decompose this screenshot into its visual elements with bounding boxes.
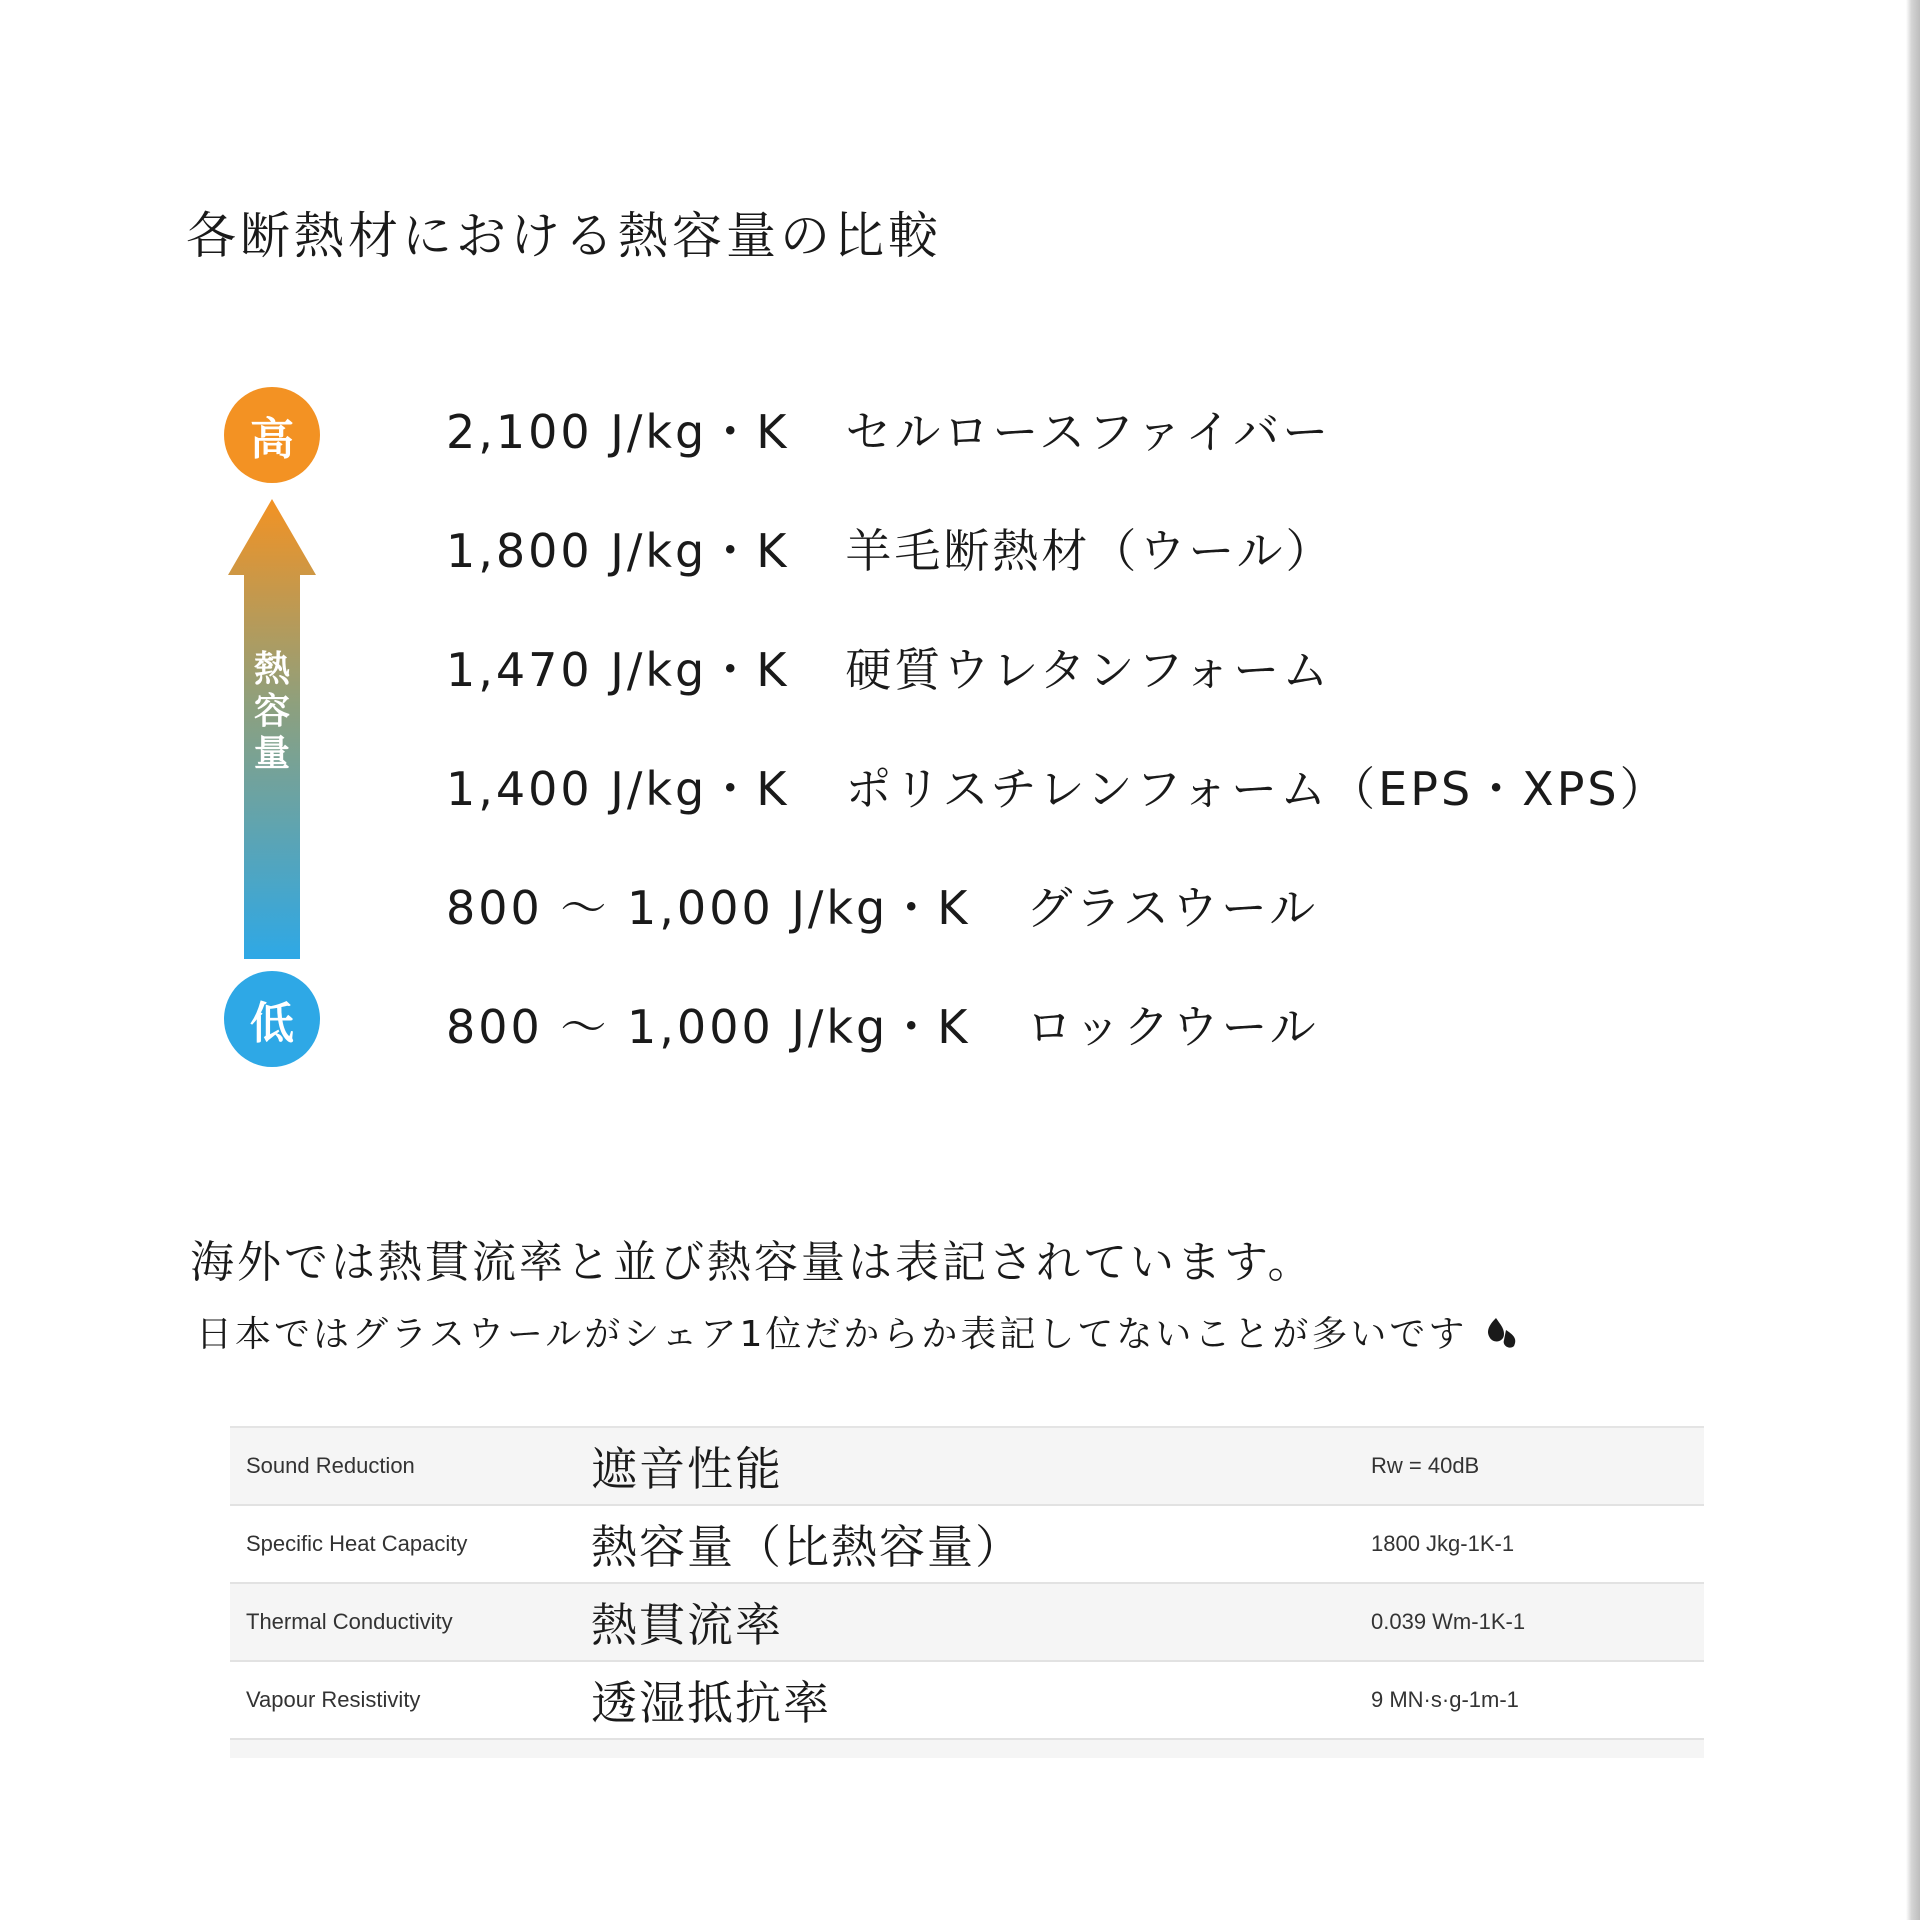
material-name: グラスウール bbox=[1026, 881, 1319, 935]
table-row bbox=[230, 1506, 1704, 1584]
material-value: 2,100 J/kg・K bbox=[446, 405, 790, 459]
scale-axis-label: 熱容量 bbox=[253, 649, 290, 774]
property-en: Thermal Conductivity bbox=[246, 1609, 453, 1634]
page-title: 各断熱材における熱容量の比較 bbox=[186, 207, 942, 265]
property-ja: 遮音性能 bbox=[591, 1442, 783, 1496]
property-value: 1800 Jkg-1K-1 bbox=[1371, 1531, 1515, 1556]
material-name: セルロースファイバー bbox=[845, 405, 1332, 459]
material-value: 800 〜 1,000 J/kg・K bbox=[446, 1000, 971, 1054]
material-row-wool bbox=[446, 515, 1746, 634]
material-list bbox=[446, 396, 1746, 1110]
table-footer bbox=[230, 1740, 1704, 1758]
low-badge: 低 bbox=[224, 971, 320, 1067]
table-row bbox=[230, 1428, 1704, 1506]
material-value: 1,800 J/kg・K bbox=[446, 524, 790, 578]
property-en: Sound Reduction bbox=[246, 1453, 415, 1478]
material-row-cellulose bbox=[446, 396, 1746, 515]
material-row-urethane bbox=[446, 634, 1746, 753]
material-row-polystyrene bbox=[446, 753, 1746, 872]
material-name: ポリスチレンフォーム（EPS・XPS） bbox=[845, 762, 1669, 816]
property-en: Specific Heat Capacity bbox=[246, 1531, 468, 1556]
material-name: ロックウール bbox=[1026, 1000, 1319, 1054]
table-row bbox=[230, 1584, 1704, 1662]
page-edge-shadow bbox=[1906, 0, 1920, 1920]
property-en: Vapour Resistivity bbox=[246, 1687, 421, 1712]
high-badge: 高 bbox=[224, 387, 320, 483]
property-table bbox=[230, 1426, 1704, 1758]
material-name: 羊毛断熱材（ウール） bbox=[845, 524, 1335, 578]
material-value: 1,470 J/kg・K bbox=[446, 643, 790, 697]
property-ja: 透湿抵抗率 bbox=[591, 1676, 831, 1730]
property-value: Rw = 40dB bbox=[1371, 1453, 1480, 1478]
material-row-rock-wool bbox=[446, 991, 1746, 1110]
property-value: 9 MN·s·g-1m-1 bbox=[1371, 1687, 1519, 1712]
heat-capacity-scale bbox=[224, 387, 320, 1067]
note-japan-text: 日本ではグラスウールがシェア1位だからか表記してないことが多いです bbox=[196, 1314, 1468, 1355]
material-value: 800 〜 1,000 J/kg・K bbox=[446, 881, 971, 935]
material-name: 硬質ウレタンフォーム bbox=[845, 643, 1332, 697]
material-value: 1,400 J/kg・K bbox=[446, 762, 790, 816]
note-japan bbox=[196, 1306, 1520, 1357]
property-value: 0.039 Wm-1K-1 bbox=[1371, 1609, 1526, 1634]
material-row-glass-wool bbox=[446, 872, 1746, 991]
sweat-drop-icon bbox=[1484, 1316, 1520, 1350]
property-ja: 熱容量（比熱容量） bbox=[591, 1520, 1023, 1574]
table-row bbox=[230, 1662, 1704, 1740]
note-overseas: 海外では熱貫流率と並び熱容量は表記されています。 bbox=[190, 1237, 1315, 1288]
property-ja: 熱貫流率 bbox=[591, 1598, 783, 1652]
